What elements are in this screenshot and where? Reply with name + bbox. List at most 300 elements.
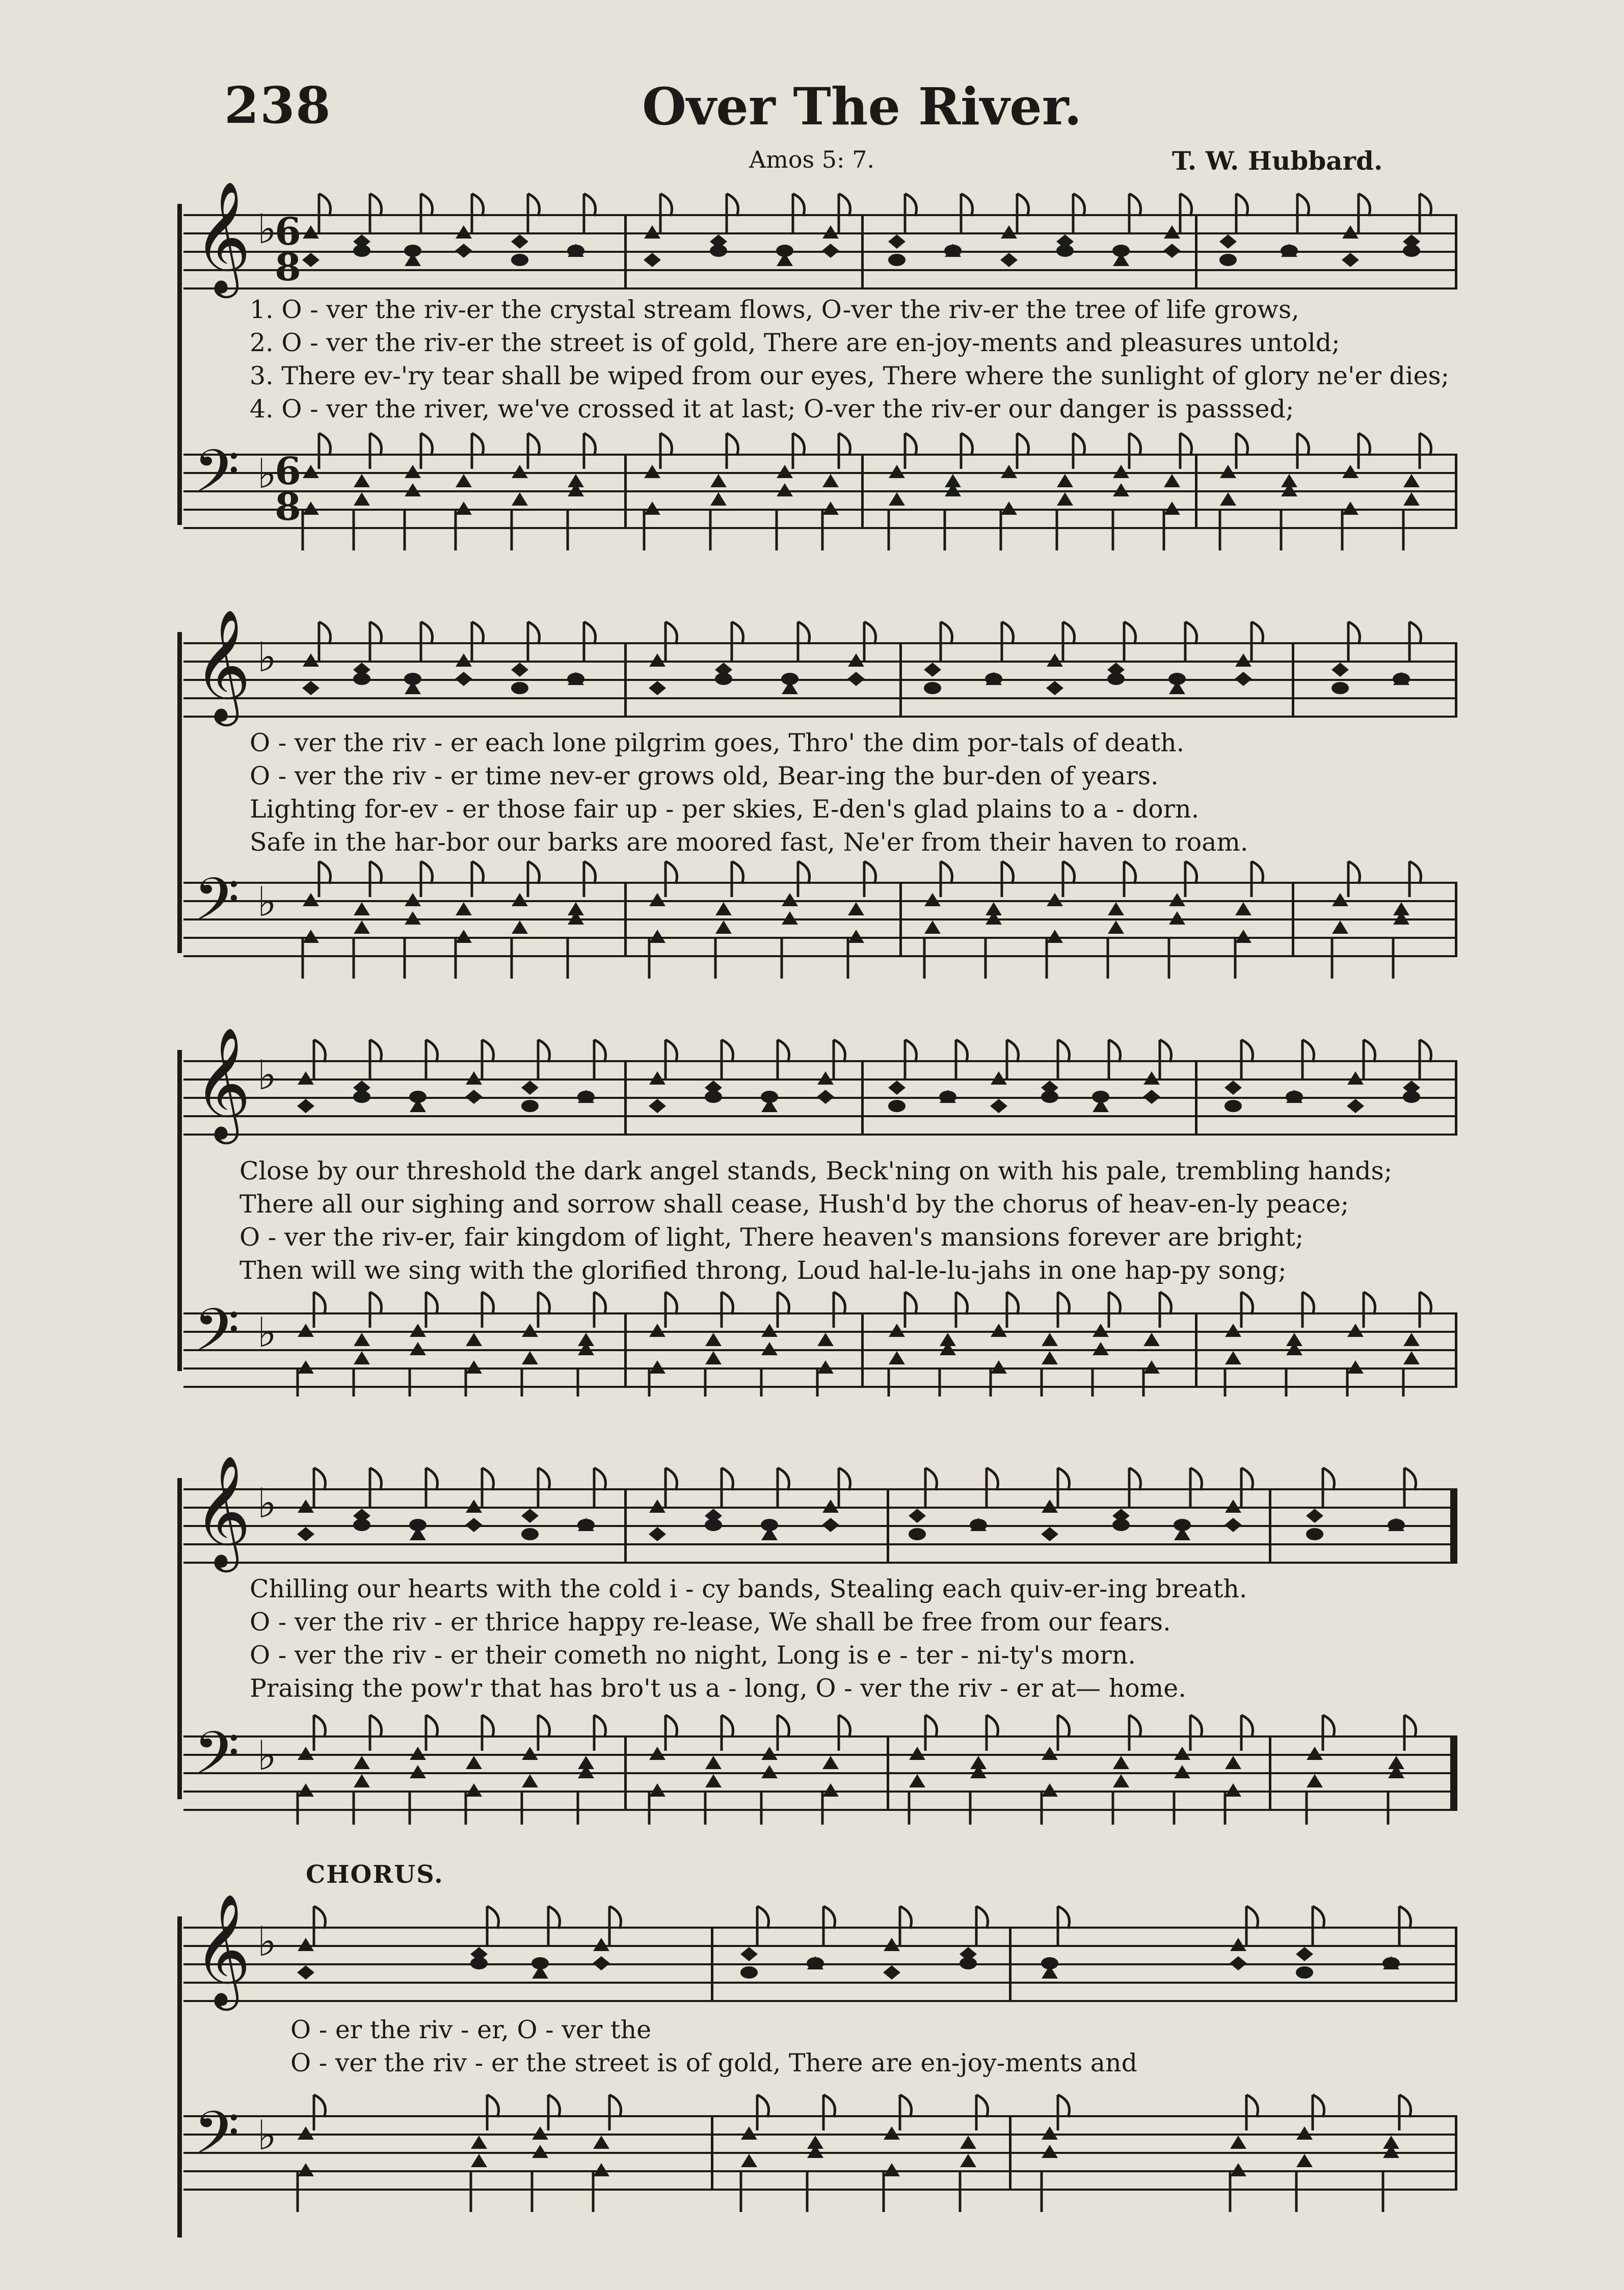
note-flag (584, 622, 596, 644)
note-flag (778, 1292, 789, 1314)
note-flag (732, 622, 743, 644)
note-flag (528, 622, 540, 644)
note-flag (584, 861, 596, 884)
note-head (298, 1360, 314, 1374)
note-head (1113, 465, 1129, 478)
note-head (1332, 663, 1349, 677)
note-flag (609, 1906, 621, 1929)
note-head (1041, 1091, 1058, 1103)
flat-sign-icon: ♭ (257, 1480, 277, 1527)
note-flag (1297, 433, 1309, 456)
note-head (644, 465, 660, 478)
note-head (471, 2136, 487, 2149)
note-head (405, 893, 421, 906)
flat-sign-icon: ♭ (257, 2112, 277, 2159)
note-flag (1323, 1468, 1335, 1490)
note-flag (905, 1040, 917, 1062)
note-head (884, 1938, 900, 1951)
note-head (1042, 1747, 1058, 1760)
note-flag (421, 622, 433, 644)
note-head (822, 1518, 839, 1532)
note-head (1224, 1518, 1242, 1532)
note-head (822, 502, 839, 515)
note-flag (834, 1040, 845, 1062)
note-head (1224, 1100, 1242, 1112)
note-flag (1007, 1292, 1019, 1314)
note-head (1225, 1351, 1241, 1364)
note-head (303, 465, 319, 478)
note-head (511, 234, 528, 249)
note-flag (1364, 1292, 1375, 1314)
note-head (705, 1774, 722, 1787)
note-head (909, 1528, 926, 1540)
note-head (593, 1938, 609, 1951)
note-head (1001, 225, 1017, 239)
lyric-verse-3: O - ver the riv - er their cometh no night, Long is e - ter - ni-ty's morn. (250, 1641, 1136, 1670)
note-head (644, 225, 660, 239)
note-head (1235, 930, 1252, 943)
note-head (1403, 474, 1420, 487)
note-flag (319, 861, 331, 884)
note-head (924, 682, 941, 694)
note-head (1347, 1360, 1364, 1374)
note-head (848, 653, 864, 667)
note-head (649, 1099, 666, 1113)
chorus-label: CHORUS. (306, 1860, 444, 1889)
note-flag (941, 861, 952, 884)
note-head (777, 465, 793, 478)
flat-sign-icon: ♭ (257, 1051, 277, 1099)
note-head (1047, 653, 1063, 667)
note-head (1235, 672, 1252, 686)
note-flag (722, 1468, 733, 1490)
note-flag (472, 194, 484, 216)
note-head (298, 1324, 314, 1337)
note-flag (482, 1468, 494, 1490)
note-head (1174, 1765, 1190, 1778)
note-head (705, 1351, 722, 1364)
note-flag (905, 1292, 917, 1314)
system-brace (177, 1478, 182, 1799)
treble-clef-icon: 𝄞 (194, 180, 251, 293)
note-head (466, 1360, 482, 1374)
note-head (466, 1333, 482, 1346)
treble-clef-icon: 𝄞 (194, 1026, 251, 1139)
note-head (1332, 682, 1349, 694)
system-brace (177, 1916, 182, 2238)
note-head (649, 1071, 665, 1085)
note-flag (314, 1040, 326, 1062)
music-system-1 (183, 180, 1457, 550)
note-head (1235, 902, 1252, 915)
note-head (822, 225, 839, 239)
note-flag (314, 1468, 326, 1490)
note-head (410, 1765, 426, 1778)
note-head (593, 2136, 609, 2149)
note-head (470, 1957, 488, 1969)
note-head (532, 2145, 548, 2158)
note-flag (370, 1715, 382, 1738)
note-head (511, 682, 528, 694)
note-head (456, 902, 472, 915)
note-head (1332, 893, 1348, 906)
note-head (710, 474, 727, 487)
note-flag (839, 1715, 850, 1738)
note-flag (987, 1468, 998, 1490)
note-head (1332, 920, 1348, 934)
note-head (960, 2154, 976, 2167)
note-head (649, 653, 665, 667)
note-head (1107, 673, 1125, 685)
note-flag (528, 861, 540, 884)
note-head (1219, 234, 1237, 249)
note-head (1112, 1519, 1130, 1531)
note-head (471, 2154, 487, 2167)
note-head (1174, 1747, 1190, 1760)
note-head (1307, 1747, 1323, 1760)
note-flag (1160, 1040, 1172, 1062)
note-flag (660, 433, 672, 456)
system-brace (177, 204, 182, 525)
note-flag (839, 433, 850, 456)
note-flag (594, 1715, 606, 1738)
note-flag (956, 1040, 968, 1062)
note-head (466, 1756, 482, 1769)
note-head (303, 653, 319, 667)
note-flag (487, 2095, 499, 2117)
note-flag (987, 1715, 998, 1738)
note-head (1057, 474, 1073, 487)
note-head (889, 492, 905, 506)
note-head (822, 1499, 839, 1513)
lyric-verse-1: O - ver the riv - er each lone pilgrim goes, Thro' the dim por-tals of death. (250, 728, 1185, 757)
note-head (1347, 1071, 1364, 1085)
note-flag (1409, 861, 1421, 884)
note-head (991, 1324, 1007, 1337)
note-head (1046, 681, 1063, 695)
note-head (715, 673, 732, 685)
lyric-verse-4: 4. O - ver the river, we've crossed it at last; O-ver the riv-er our danger is passsed; (250, 394, 1294, 424)
note-flag (665, 1715, 677, 1738)
note-head (909, 1509, 926, 1523)
note-flag (1399, 2095, 1411, 2117)
note-head (1163, 244, 1181, 258)
note-head (705, 1091, 722, 1103)
note-head (1164, 474, 1180, 487)
note-head (822, 474, 839, 487)
note-head (522, 1774, 538, 1787)
note-flag (727, 194, 738, 216)
note-flag (1129, 194, 1141, 216)
note-head (888, 234, 906, 249)
note-flag (1002, 861, 1014, 884)
note-head (1403, 245, 1420, 257)
flat-sign-icon: ♭ (257, 450, 277, 497)
note-flag (1190, 1468, 1202, 1490)
note-head (353, 1519, 370, 1531)
note-flag (665, 622, 677, 644)
note-flag (823, 1906, 835, 1929)
treble-clef-icon: 𝄞 (194, 609, 251, 721)
note-head (1306, 1528, 1323, 1540)
music-system-2 (183, 609, 1457, 979)
note-head (1296, 2154, 1313, 2167)
note-head (884, 2126, 900, 2140)
scripture-reference: Amos 5: 7. (749, 146, 875, 173)
note-head (354, 1756, 370, 1769)
note-head (298, 1783, 314, 1797)
note-head (521, 1081, 539, 1095)
note-flag (426, 1292, 438, 1314)
note-flag (370, 194, 382, 216)
note-flag (1313, 2095, 1324, 2117)
note-flag (1109, 1292, 1121, 1314)
lyric-verse-2: 2. O - ver the riv-er the street is of gold, There are en-joy-ments and pleasures untold; (250, 328, 1340, 357)
note-head (1296, 1966, 1313, 1979)
time-signature: 6 8 (275, 210, 301, 289)
flat-sign-icon: ♭ (257, 1918, 277, 1965)
note-flag (1236, 194, 1248, 216)
note-head (1047, 930, 1063, 943)
note-head (532, 2126, 548, 2140)
note-head (512, 492, 528, 506)
note-flag (1359, 194, 1370, 216)
note-flag (538, 1715, 550, 1738)
note-flag (1302, 1040, 1314, 1062)
note-flag (314, 2095, 326, 2117)
note-head (1220, 465, 1236, 478)
note-flag (1058, 1715, 1070, 1738)
system-brace (177, 632, 182, 953)
note-flag (778, 1715, 789, 1738)
note-flag (1160, 1292, 1172, 1314)
note-head (354, 902, 370, 915)
note-flag (839, 1468, 850, 1490)
note-head (1342, 253, 1359, 267)
note-flag (665, 1468, 677, 1490)
note-head (456, 474, 472, 487)
note-flag (314, 1906, 326, 1929)
note-flag (548, 1906, 560, 1929)
note-head (303, 893, 319, 906)
note-head (1143, 1333, 1160, 1346)
note-flag (1323, 1715, 1335, 1738)
note-flag (900, 2095, 912, 2117)
music-system-3 (183, 1026, 1457, 1397)
music-system-chorus (183, 1860, 1457, 2258)
note-flag (314, 1715, 326, 1738)
note-head (740, 1966, 758, 1979)
note-flag (1124, 861, 1136, 884)
note-head (741, 2126, 757, 2140)
note-head (1220, 492, 1236, 506)
note-flag (1185, 622, 1197, 644)
note-flag (482, 1292, 494, 1314)
note-flag (665, 1292, 677, 1314)
note-head (521, 1509, 539, 1523)
flat-sign-icon: ♭ (257, 1732, 277, 1779)
note-flag (961, 433, 973, 456)
notes-system-3 (183, 1026, 1457, 1397)
note-flag (421, 194, 433, 216)
time-signature: 6 8 (275, 450, 301, 529)
note-head (1225, 1324, 1241, 1337)
note-head (761, 1747, 778, 1760)
note-head (1230, 2163, 1246, 2176)
note-head (822, 244, 839, 258)
note-flag (1364, 1040, 1375, 1062)
note-flag (839, 194, 850, 216)
note-head (822, 1756, 839, 1769)
note-flag (757, 2095, 769, 2117)
note-head (715, 920, 732, 934)
note-flag (941, 622, 952, 644)
note-flag (1297, 194, 1309, 216)
note-head (512, 893, 528, 906)
note-head (297, 1527, 314, 1541)
note-head (1093, 1324, 1109, 1337)
note-head (593, 1956, 610, 1970)
lyric-verse-4: Praising the pow'r that has bro't us a - long, O - ver the riv - er at— home. (250, 1674, 1186, 1703)
note-flag (1058, 2095, 1070, 2117)
notes-system-2 (183, 609, 1457, 979)
note-flag (1063, 861, 1075, 884)
note-flag (722, 1292, 733, 1314)
note-flag (864, 861, 876, 884)
note-head (1093, 1342, 1109, 1355)
note-flag (1002, 622, 1014, 644)
note-head (354, 920, 370, 934)
note-head (302, 253, 320, 267)
note-head (1296, 2126, 1313, 2140)
note-flag (528, 433, 540, 456)
note-head (960, 2136, 976, 2149)
note-flag (370, 861, 382, 884)
note-head (705, 1519, 722, 1531)
note-head (466, 1071, 482, 1085)
note-flag (1404, 1468, 1416, 1490)
note-head (353, 1091, 370, 1103)
flat-sign-icon: ♭ (257, 878, 277, 926)
note-head (705, 1333, 722, 1346)
note-head (1219, 254, 1237, 266)
system-brace (177, 1050, 182, 1371)
note-head (455, 244, 472, 258)
lyric-chorus-2: O - ver the riv - er the street is of gold, There are en-joy-ments and (290, 2048, 1137, 2077)
note-head (817, 1333, 834, 1346)
note-flag (956, 1292, 968, 1314)
note-head (303, 225, 319, 239)
note-head (1230, 2136, 1246, 2149)
note-head (1230, 1938, 1246, 1951)
note-head (1000, 253, 1018, 267)
note-head (298, 2163, 314, 2176)
note-head (782, 911, 798, 925)
note-flag (1404, 1715, 1416, 1738)
note-head (1113, 1756, 1129, 1769)
note-flag (905, 433, 917, 456)
note-head (1403, 492, 1420, 506)
note-flag (793, 433, 805, 456)
note-flag (1129, 433, 1141, 456)
note-head (848, 930, 864, 943)
note-head (889, 1324, 905, 1337)
note-head (741, 2154, 757, 2167)
lyric-verse-4: Then will we sing with the glorified throng, Loud hal-le-lu-jahs in one hap-py song; (239, 1256, 1287, 1285)
note-flag (482, 1715, 494, 1738)
note-head (593, 2163, 609, 2176)
music-system-4 (183, 1455, 1457, 1825)
note-flag (1129, 1715, 1141, 1738)
note-flag (905, 194, 917, 216)
note-head (822, 1783, 839, 1797)
note-flag (834, 1292, 845, 1314)
note-flag (798, 622, 810, 644)
note-flag (426, 1715, 438, 1738)
note-flag (961, 194, 973, 216)
note-flag (370, 1040, 382, 1062)
note-flag (538, 1468, 550, 1490)
note-flag (1007, 1040, 1019, 1062)
flat-sign-icon: ♭ (257, 1309, 277, 1356)
note-flag (1359, 433, 1370, 456)
note-flag (660, 194, 672, 216)
note-flag (1420, 1040, 1431, 1062)
note-flag (370, 1292, 382, 1314)
note-head (1296, 1947, 1313, 1961)
notes-system-4 (183, 1455, 1457, 1825)
note-head (1225, 1756, 1241, 1769)
note-flag (1129, 1468, 1141, 1490)
note-head (455, 672, 472, 686)
note-flag (864, 622, 876, 644)
note-head (848, 902, 864, 915)
note-flag (722, 1040, 733, 1062)
note-flag (925, 1468, 937, 1490)
note-head (991, 1360, 1007, 1374)
note-head (761, 1342, 778, 1355)
note-flag (472, 622, 484, 644)
note-head (1347, 1099, 1364, 1113)
note-flag (1409, 622, 1421, 644)
bass-clef-icon: 𝄢 (194, 1719, 240, 1802)
note-head (1235, 653, 1252, 667)
note-head (715, 902, 732, 915)
note-flag (421, 861, 433, 884)
note-head (1042, 2145, 1058, 2158)
note-head (710, 492, 727, 506)
note-head (924, 893, 941, 906)
bass-clef-icon: 𝄢 (194, 865, 240, 949)
note-flag (1246, 1906, 1258, 1929)
note-head (456, 653, 472, 667)
note-head (1225, 1499, 1241, 1513)
note-flag (1190, 1715, 1202, 1738)
note-head (1143, 1071, 1160, 1085)
note-head (303, 930, 319, 943)
note-flag (1109, 1040, 1121, 1062)
bass-clef-icon: 𝄢 (194, 437, 240, 520)
note-head (512, 465, 528, 478)
note-head (1307, 1774, 1323, 1787)
note-flag (727, 433, 738, 456)
lyric-verse-3: O - ver the riv-er, fair kingdom of light, There heaven's mansions forever are bright; (239, 1223, 1304, 1252)
note-flag (823, 2095, 835, 2117)
note-head (521, 1528, 539, 1540)
note-head (1347, 1324, 1364, 1337)
lyric-verse-4: Safe in the har-bor our barks are moored fast, Ne'er from their haven to roam. (250, 828, 1248, 857)
lyric-verse-2: O - ver the riv - er thrice happy re-lease, We shall be free from our fears. (250, 1608, 1171, 1637)
